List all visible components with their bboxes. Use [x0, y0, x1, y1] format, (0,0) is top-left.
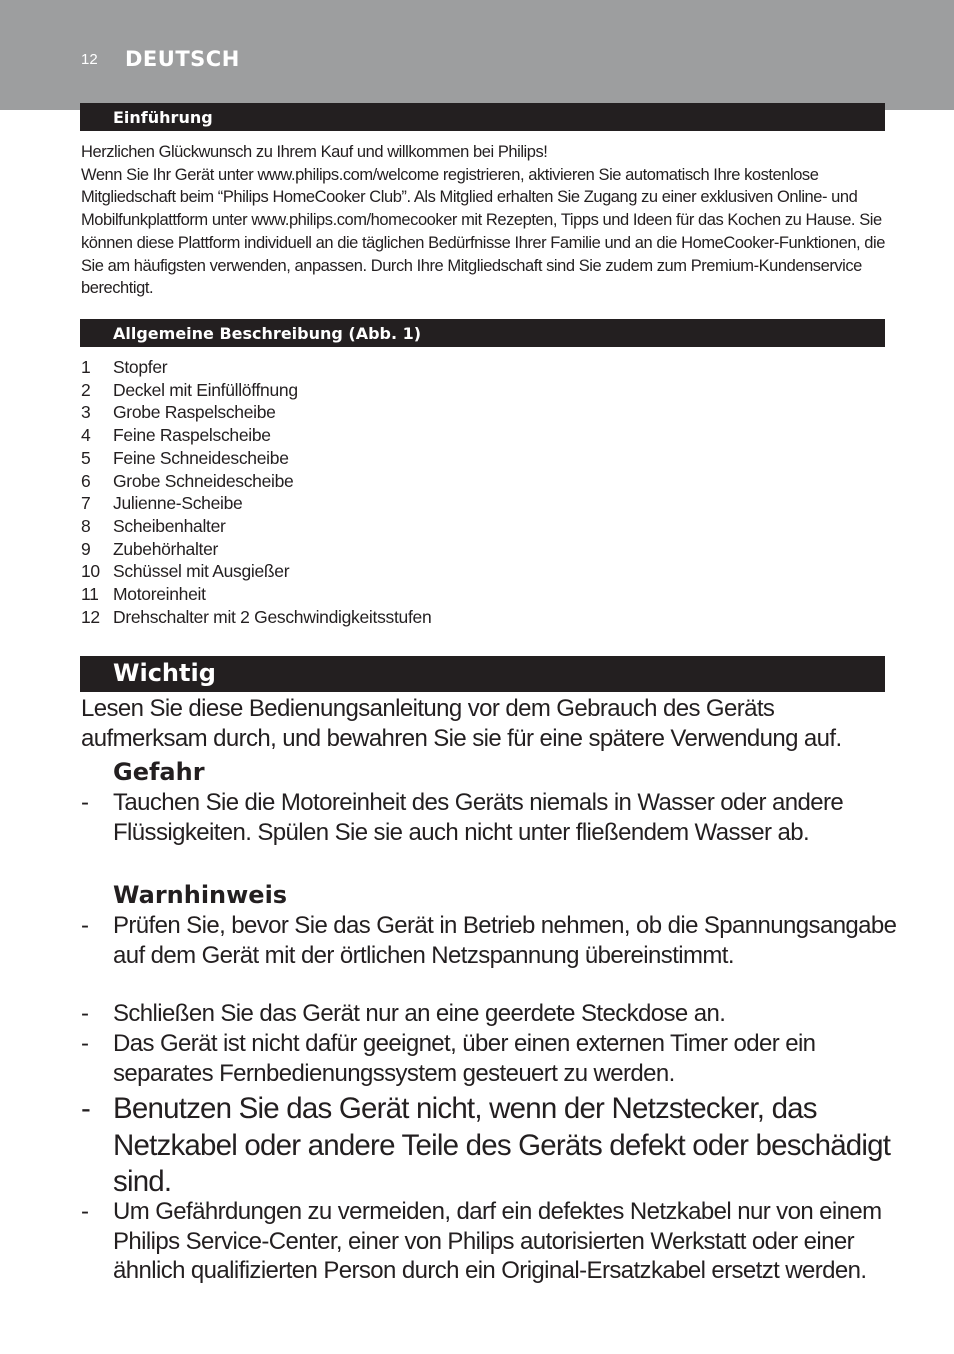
list-item — [81, 401, 431, 424]
item-label: Drehschalter mit 2 Geschwindigkeitsstufen — [113, 606, 432, 627]
item-number: 1 — [81, 357, 91, 377]
item-number: 10 — [81, 561, 100, 582]
danger-item — [81, 788, 901, 847]
list-item — [81, 560, 431, 583]
item-label: Grobe Raspelscheibe — [113, 402, 276, 423]
warning-item — [81, 911, 901, 970]
warning-item-text: Um Gefährdungen zu vermeiden, darf ein defektes Netzkabel nur von einem Philips Service-Center, einer von Philips autorisierten Werkstatt oder einer ähnlich qualifizierten Person durch ein Original-Ersatzkabel ersetzt werden. — [113, 1198, 882, 1284]
list-item — [81, 470, 431, 493]
section-heading-important: Wichtig — [80, 656, 885, 692]
danger-item-text: Tauchen Sie die Motoreinheit des Geräts niemals in Wasser oder andere Flüssigkeiten. Spülen Sie sie auch nicht unter fließendem Wasser ab. — [113, 789, 844, 846]
item-number: 7 — [81, 493, 91, 514]
bullet-dash: - — [81, 789, 89, 816]
item-label: Stopfer — [113, 357, 168, 377]
item-number: 9 — [81, 538, 91, 559]
list-item — [81, 538, 431, 561]
intro-body: Wenn Sie Ihr Gerät unter www.philips.com/welcome registrieren, aktivieren Sie automatisch Ihre kostenlose Mitgliedschaft beim “Philips HomeCooker Club”. Als Mitglied erhalten Sie Zugang zu einer exklusiven Online- und Mobilfunkplattform unter www.philips.com/homecooker mit Rezepten, Tipps und Ideen für das Kochen zu Hause. Sie können diese Plattform individuell an die täglichen Bedürfnisse Ihrer Familie und an die HomeCooker-Funktionen, die Sie am häufigsten verwenden, anpassen. Durch Ihre Mitgliedschaft sind Sie zudem zum Premium-Kundenservice berechtigt. — [81, 165, 885, 298]
section-heading-description: Allgemeine Beschreibung (Abb. 1) — [80, 319, 885, 347]
warning-heading: Warnhinweis — [113, 881, 288, 909]
list-item — [81, 583, 431, 606]
intro-greeting: Herzlichen Glückwunsch zu Ihrem Kauf und willkommen bei Philips! — [81, 143, 548, 161]
bullet-dash: - — [81, 1000, 89, 1027]
list-item — [81, 515, 431, 538]
item-number: 3 — [81, 402, 91, 423]
language-title: DEUTSCH — [125, 47, 240, 71]
section-heading-intro: Einführung — [80, 103, 885, 131]
bullet-dash: - — [81, 1030, 89, 1057]
page-number: 12 — [81, 51, 98, 68]
warning-item — [81, 1197, 901, 1286]
item-label: Scheibenhalter — [113, 515, 226, 536]
important-lead: Lesen Sie diese Bedienungsanleitung vor dem Gebrauch des Geräts aufmerksam durch, und bewahren Sie sie für eine spätere Verwendung auf. — [81, 695, 842, 752]
item-label: Julienne-Scheibe — [113, 493, 243, 514]
item-number: 5 — [81, 447, 91, 468]
warning-item — [81, 1029, 901, 1088]
warning-item-text: Das Gerät ist nicht dafür geeignet, über einen externen Timer oder ein separates Fernbedienungssystem gesteuert zu werden. — [113, 1030, 816, 1087]
list-item — [81, 492, 431, 515]
item-number: 8 — [81, 515, 91, 536]
item-label: Motoreinheit — [113, 584, 206, 605]
item-label: Schüssel mit Ausgießer — [113, 561, 290, 582]
item-number: 4 — [81, 425, 91, 446]
warning-item-text: Prüfen Sie, bevor Sie das Gerät in Betrieb nehmen, ob die Spannungsangabe auf dem Gerät mit der örtlichen Netzspannung übereinstimmt. — [113, 912, 897, 969]
warning-item — [81, 999, 901, 1029]
list-item — [81, 379, 431, 402]
list-item — [81, 356, 431, 379]
warning-item-text: Schließen Sie das Gerät nur an eine geerdete Steckdose an. — [113, 1000, 726, 1027]
list-item — [81, 606, 431, 629]
header-band — [0, 0, 954, 110]
danger-heading: Gefahr — [113, 758, 205, 786]
parts-list — [81, 356, 431, 628]
bullet-dash: - — [81, 1092, 91, 1125]
item-label: Zubehörhalter — [113, 538, 219, 559]
warning-item-text: Benutzen Sie das Gerät nicht, wenn der Netzstecker, das Netzkabel oder andere Teile des Geräts defekt oder beschädigt sind. — [113, 1092, 891, 1198]
item-label: Deckel mit Einfüllöffnung — [113, 379, 298, 400]
item-number: 6 — [81, 470, 91, 491]
item-number: 12 — [81, 606, 100, 627]
item-label: Feine Schneidescheibe — [113, 447, 289, 468]
intro-text — [81, 141, 901, 300]
item-number: 2 — [81, 379, 91, 400]
warning-item — [81, 1091, 901, 1201]
bullet-dash: - — [81, 1198, 89, 1225]
item-number: 11 — [81, 584, 99, 605]
list-item — [81, 424, 431, 447]
item-label: Feine Raspelscheibe — [113, 425, 271, 446]
item-label: Grobe Schneidescheibe — [113, 470, 294, 491]
list-item — [81, 447, 431, 470]
bullet-dash: - — [81, 912, 89, 939]
